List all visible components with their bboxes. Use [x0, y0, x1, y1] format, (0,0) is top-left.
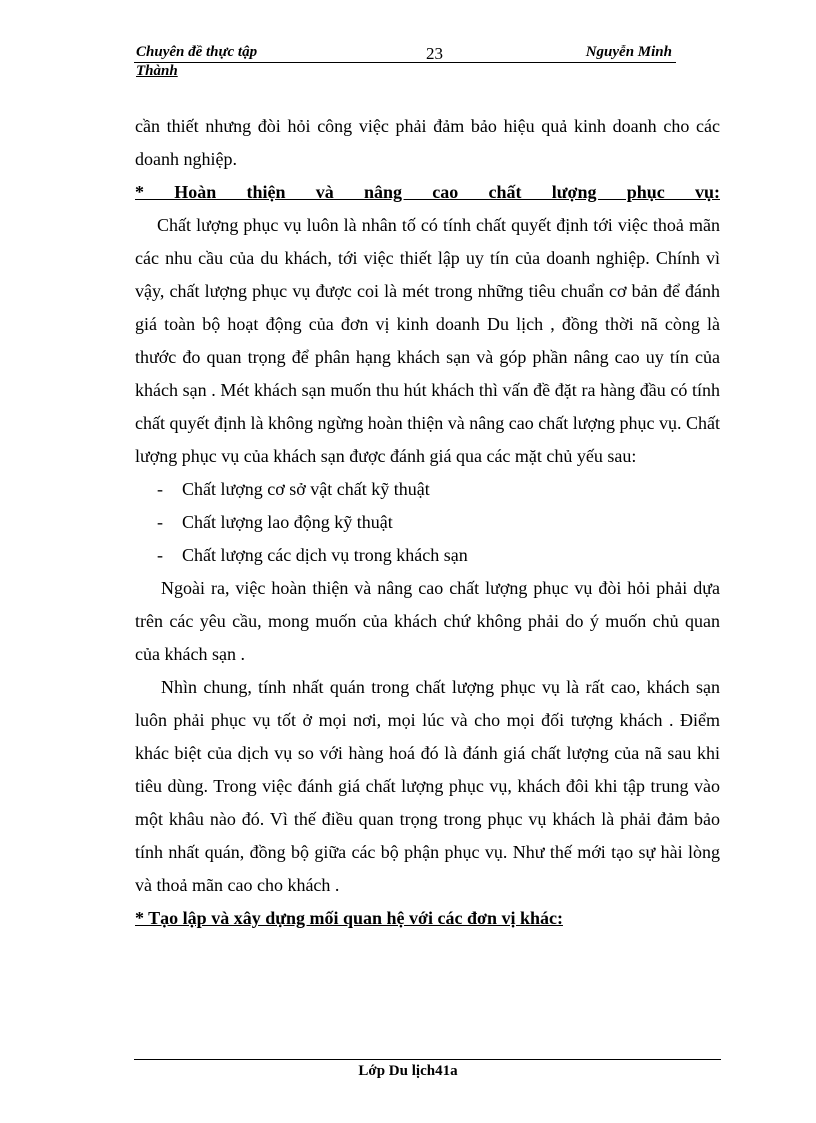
list-item [135, 506, 720, 539]
paragraph-service-quality-2: Ngoài ra, việc hoàn thiện và nâng cao chất lượng phục vụ đòi hỏi phải dựa trên các yêu cầu, mong muốn của khách chứ không phải do ý muốn chủ quan của khách sạn . [135, 578, 720, 664]
list-dash: - [157, 545, 163, 565]
header-author-continuation: Thành [136, 63, 178, 79]
heading-service-quality: * Hoàn thiện và nâng cao chất lượng phục vụ: [135, 182, 720, 202]
list-item-text: Chất lượng lao động kỹ thuật [182, 512, 393, 532]
page-number: 23 [426, 44, 443, 63]
list-item [135, 473, 720, 506]
quality-criteria-list [135, 473, 720, 572]
header-title: Chuyên đề thực tập [136, 44, 258, 60]
list-dash: - [157, 479, 163, 499]
paragraph-service-quality-3: Nhìn chung, tính nhất quán trong chất lượng phục vụ là rất cao, khách sạn luôn phải phục vụ tốt ở mọi nơi, mọi lúc và cho mọi đối tượng khách . Điểm khác biệt của dịch vụ so với hàng hoá đó là đánh giá chất lượng của nã sau khi tiêu dùng. Trong việc đánh giá chất lượng phục vụ, khách đôi khi tập trung vào một khâu nào đó. Vì thế điều quan trọng trong phục vụ khách là phải đảm bảo tính nhất quán, đồng bộ giữa các bộ phận phục vụ. Như thế mới tạo sự hài lòng và thoả mãn cao cho khách . [135, 677, 720, 895]
document-body [135, 110, 720, 935]
paragraph-intro: cần thiết nhưng đòi hỏi công việc phải đảm bảo hiệu quả kinh doanh cho các doanh nghiệp. [135, 116, 720, 169]
list-item-text: Chất lượng cơ sở vật chất kỹ thuật [182, 479, 430, 499]
paragraph-service-quality-1: Chất lượng phục vụ luôn là nhân tố có tính chất quyết định tới việc thoả mãn các nhu cầu của du khách, tới việc thiết lập uy tín của doanh nghiệp. Chính vì vậy, chất lượng phục vụ được coi là mét trong những tiêu chuẩn cơ bản để đánh giá toàn bộ hoạt động của đơn vị kinh doanh Du lịch , đồng thời nã còng là thước đo quan trọng để phân hạng khách sạn và góp phần nâng cao uy tín của khách sạn . Mét khách sạn muốn thu hút khách thì vấn đề đặt ra hàng đầu có tính chất quyết định là không ngừng hoàn thiện và nâng cao chất lượng phục vụ. Chất lượng phục vụ của khách sạn được đánh giá qua các mặt chủ yếu sau: [135, 215, 720, 466]
list-item [135, 539, 720, 572]
footer-divider [134, 1059, 721, 1060]
page-header [134, 44, 676, 63]
page-footer: Lớp Du lịch41a [358, 1063, 458, 1079]
heading-relations: * Tạo lập và xây dựng mối quan hệ với các đơn vị khác: [135, 908, 563, 928]
list-dash: - [157, 512, 163, 532]
header-author: Nguyễn Minh [585, 44, 672, 60]
list-item-text: Chất lượng các dịch vụ trong khách sạn [182, 545, 468, 565]
